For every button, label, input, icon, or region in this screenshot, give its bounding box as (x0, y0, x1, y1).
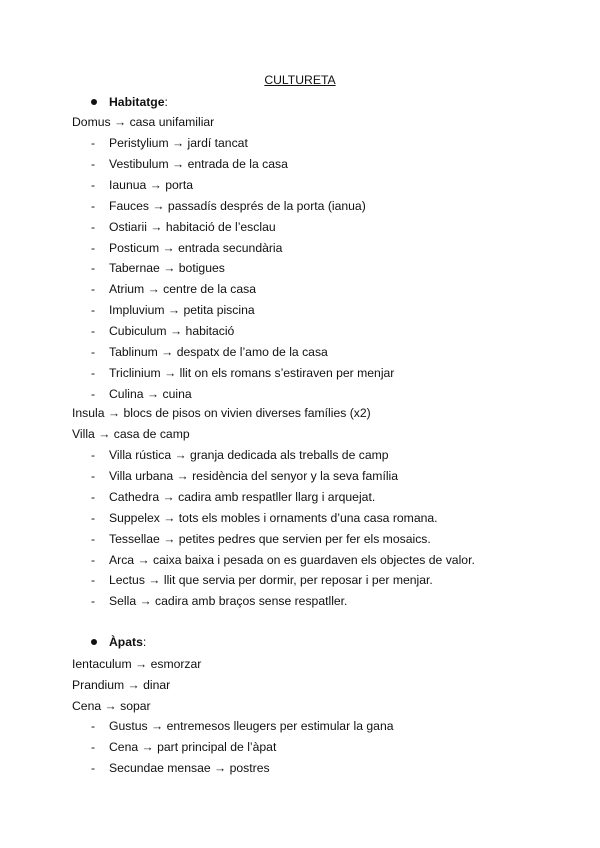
list-dash: - (91, 468, 96, 483)
domus-line: Domus → casa unifamiliar (72, 115, 215, 129)
bullet-icon (91, 99, 97, 105)
cena-item: Gustus → entremesos lleugers per estimular la gana (109, 719, 394, 733)
list-dash: - (91, 240, 96, 255)
villa-item: Tessellae → petites pedres que servien per fer els mosaics. (109, 531, 431, 546)
villa-item: Villa urbana → residència del senyor y la seva família (109, 468, 399, 483)
villa-item: Lectus → llit que servia per dormir, per reposar i per menjar. (109, 573, 433, 588)
villa-item: Sella → cadira amb braços sense respatller. (109, 594, 348, 609)
meal-line: Prandium → dinar (72, 677, 171, 692)
domus-item: Impluvium → petita piscina (109, 303, 255, 318)
list-dash: - (91, 177, 96, 192)
list-dash: - (91, 219, 96, 234)
domus-item: Triclinium → llit on els romans s’estiraven per menjar (109, 365, 395, 380)
cena-item: Secundae mensae → postres (109, 760, 270, 775)
villa-line: Villa → casa de camp (72, 427, 190, 441)
list-dash: - (91, 531, 96, 546)
domus-item: Ostiarii → habitació de l’esclau (109, 219, 276, 234)
villa-item: Cathedra → cadira amb respatller llarg i arquejat. (109, 489, 376, 504)
domus-item: Tablinum → despatx de l’amo de la casa (109, 345, 328, 359)
domus-item: Tabernae → botigues (109, 261, 225, 276)
villa-item: Villa rústica → granja dedicada als treballs de camp (109, 448, 389, 462)
list-dash: - (91, 510, 96, 525)
domus-item: Peristylium → jardí tancat (109, 136, 248, 150)
cena-item: Cena → part principal de l’àpat (109, 739, 277, 754)
list-dash: - (91, 324, 96, 339)
domus-item: Vestibulum → entrada de la casa (109, 156, 288, 171)
meal-line: Ientaculum → esmorzar (72, 657, 202, 671)
list-dash: - (91, 552, 96, 567)
domus-item: Iaunua → porta (109, 177, 194, 192)
section-heading-text: Habitatge (109, 95, 165, 109)
list-dash: - (91, 198, 96, 213)
list-dash: - (91, 386, 96, 401)
list-dash: - (91, 719, 96, 733)
section-heading-habitatge (109, 94, 168, 110)
list-dash: - (91, 303, 96, 318)
villa-item: Suppelex → tots els mobles i ornaments d’una casa romana. (109, 510, 438, 525)
list-dash: - (91, 365, 96, 380)
list-dash: - (91, 136, 96, 150)
villa-item: Arca → caixa baixa i pesada on es guardaven els objectes de valor. (109, 552, 475, 567)
heading-colon: : (142, 635, 147, 649)
list-dash: - (91, 573, 96, 588)
section-heading-apats (109, 634, 146, 650)
domus-item: Cubiculum → habitació (109, 324, 235, 339)
document-title: CULTURETA (264, 73, 336, 87)
list-dash: - (91, 282, 96, 297)
domus-item: Atrium → centre de la casa (109, 282, 256, 297)
list-dash: - (91, 261, 96, 276)
list-dash: - (91, 594, 96, 609)
list-dash: - (91, 760, 96, 775)
domus-item: Fauces → passadís després de la porta (ianua) (109, 198, 366, 213)
heading-colon: : (164, 95, 168, 109)
list-dash: - (91, 739, 96, 754)
list-dash: - (91, 489, 96, 504)
insula-line: Insula → blocs de pisos on vivien diverses famílies (x2) (72, 406, 371, 420)
domus-item: Culina → cuina (109, 386, 192, 401)
meal-line: Cena → sopar (72, 698, 151, 713)
list-dash: - (91, 448, 96, 462)
domus-item: Posticum → entrada secundària (109, 240, 283, 255)
list-dash: - (91, 156, 96, 171)
list-dash: - (91, 345, 96, 359)
bullet-icon (91, 639, 97, 645)
section-heading-text: Àpats (109, 635, 143, 649)
